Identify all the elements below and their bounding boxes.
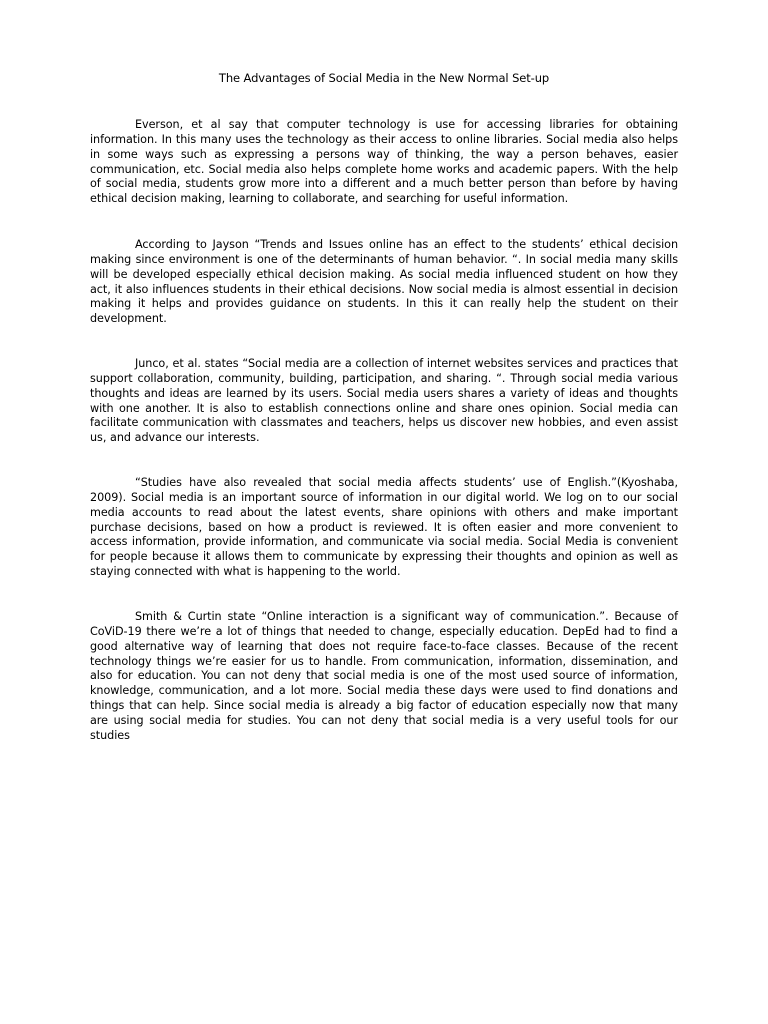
- paragraph-everson: Everson, et al say that computer technology is use for accessing libraries for obtaining information. In this many uses the technology as their access to online libraries. Social media also helps in some ways such as expressing a persons way of thinking, the way a person behaves, easier communication, etc. Social media also helps complete home works and academic papers. With the help of social media, students grow more into a different and a much better person than before by having ethical decision making, learning to collaborate, and searching for useful information.: [90, 118, 678, 206]
- document-title: The Advantages of Social Media in the New Normal Set-up: [218, 71, 550, 85]
- paragraph-kyoshaba: “Studies have also revealed that social media affects students’ use of English.”(Kyoshaba, 2009). Social media is an important source of information in our digital world. We log on to our social media accounts to read about the latest events, share opinions with others and make important purchase decisions, based on how a product is reviewed. It is often easier and more convenient to access information, provide information, and communicate via social media. Social Media is convenient for people because it allows them to communicate by expressing their thoughts and opinion as well as staying connected with what is happening to the world.: [90, 476, 678, 579]
- paragraph-junco: Junco, et al. states “Social media are a collection of internet websites services and practices that support collaboration, community, building, participation, and sharing. “. Through social media various thoughts and ideas are learned by its users. Social media users shares a variety of ideas and thoughts with one another. It is also to establish connections online and share ones opinion. Social media can facilitate communication with classmates and teachers, helps us discover new hobbies, and even assist us, and advance our interests.: [90, 357, 678, 445]
- paragraph-jayson: According to Jayson “Trends and Issues online has an effect to the students’ ethical decision making since environment is one of the determinants of human behavior. “. In social media many skills will be developed especially ethical decision making. As social media influenced student on how they act, it also influences students in their ethical decisions. Now social media is almost essential in decision making it helps and provides guidance on students. In this it can really help the student on their development.: [90, 238, 678, 326]
- paragraph-smith-curtin: Smith & Curtin state “Online interaction is a significant way of communication.”. Because of CoViD-19 there we’re a lot of things that needed to change, especially education. DepEd had to find a good alternative way of learning that does not require face-to-face classes. Because of the recent technology things we’re easier for us to handle. From communication, information, dissemination, and also for education. You can not deny that social media is one of the most used source of information, knowledge, communication, and a lot more. Social media these days were used to find donations and things that can help. Since social media is already a big factor of education especially now that many are using social media for studies. You can not deny that social media is a very useful tools for our studies: [90, 610, 678, 742]
